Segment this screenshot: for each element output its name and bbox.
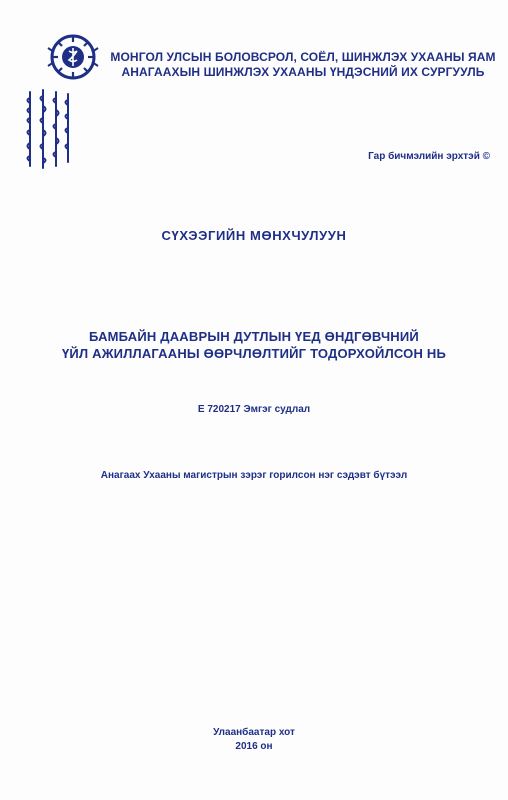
university-emblem-icon — [44, 34, 102, 80]
year: 2016 он — [235, 741, 273, 752]
ministry-line-2: АНАГААХЫН ШИНЖЛЭХ УХААНЫ ҮНДЭСНИЙ ИХ СУРГУУЛЬ — [121, 65, 485, 79]
copyright-notice: Гар бичмэлийн эрхтэй © — [368, 151, 490, 162]
speciality-code: Е 720217 Эмгэг судлал — [197, 404, 311, 415]
place-and-year — [0, 726, 508, 754]
ministry-header — [108, 50, 498, 80]
ministry-line-1: МОНГОЛ УЛСЫН БОЛОВСРОЛ, СОЁЛ, ШИНЖЛЭХ УХААНЫ ЯАМ — [110, 50, 496, 64]
city: Улаанбаатар хот — [213, 727, 295, 738]
author-name: СҮХЭЭГИЙН МӨНХЧУЛУУН — [161, 228, 347, 243]
thesis-title-line-1: БАМБАЙН ДААВРЫН ДУТЛЫН ҮЕД ӨНДГӨВЧНИЙ — [89, 329, 419, 344]
thesis-title — [0, 328, 508, 362]
thesis-title-line-2: ҮЙЛ АЖИЛЛАГААНЫ ӨӨРЧЛӨЛТИЙГ ТОДОРХОЙЛСОН НЬ — [62, 346, 446, 361]
mongolian-script-text — [22, 88, 72, 172]
degree-description: Анагаах Ухааны магистрын зэрэг горилсон нэг сэдэвт бүтээл — [100, 470, 408, 481]
